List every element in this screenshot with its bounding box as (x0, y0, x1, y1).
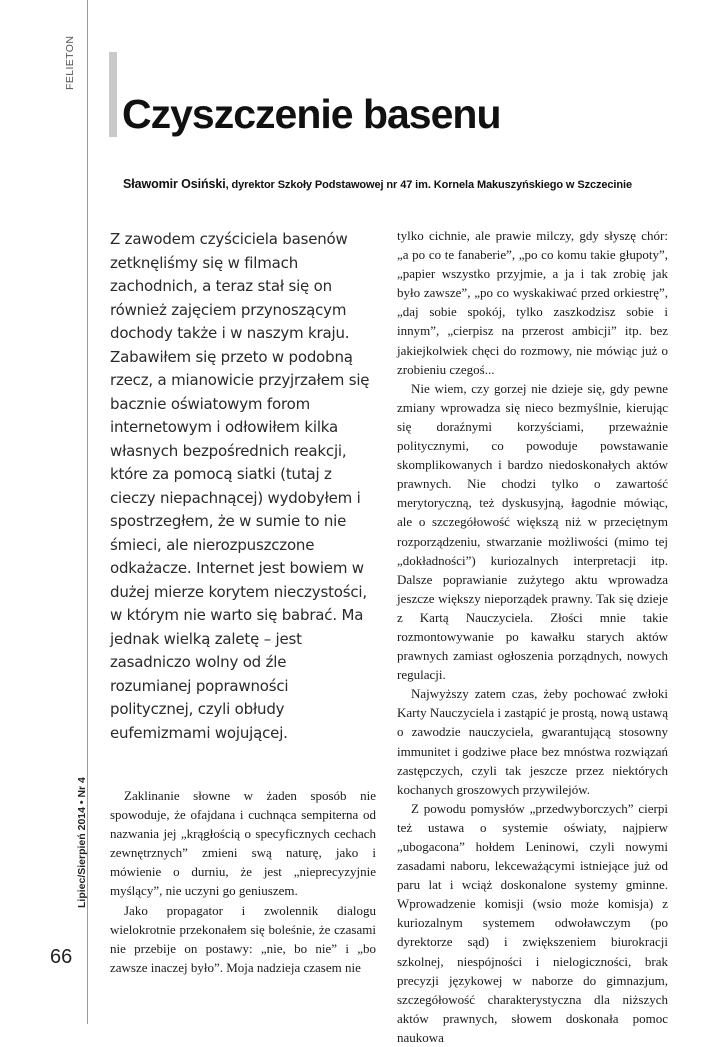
body-column-left (110, 786, 376, 977)
paragraph: tylko cichnie, ale prawie milczy, gdy słyszę chór: „a po co te fanaberie”, „po co komu takie głupoty”, „papier wszystko przyjmie, a ja i tak zrobię jak było zawsze”, „po co wyskakiwać przed orkiestrę”, „daj sobie spokój, tylko zaszkodzisz sobie i innym”, „cierpisz na przerost ambicji” itp. bez jakiejkolwiek chęci do rozmowy, nie mówiąc już o zrobieniu czegoś... (397, 228, 668, 377)
body-column-right (397, 226, 668, 1047)
lead-paragraph (110, 228, 372, 745)
byline (123, 177, 703, 191)
paragraph: Nie wiem, czy gorzej nie dzieje się, gdy pewne zmiany wprowadza się nieco bezmyślnie, kierując się doraźnymi korzyściami, przeważnie politycznymi, co powoduje powstawanie skomplikowanych i bardzo niedoskonałych aktów prawnych. Nie chodzi tylko o zawartość merytoryczną, też dyskusyjną, łagodnie mówiąc, ale o szczegółowość większą niż w przeciętnym rozporządzeniu, stwarzanie możliwości (mimo tej „dokładności”) kuriozalnych interpretacji itp. Dalsze poprawianie zużytego aktu wprowadza jeszcze większy nieporządek prawny. Tak się dzieje z Kartą Nauczyciela. Złości mnie takie rozmontowywanie po kawałku starych aktów prawnych zamiast ogłoszenia porządnych, nowych regulacji. (397, 380, 668, 683)
issue-label: Lipiec/Sierpień 2014 • Nr 4 (76, 777, 88, 908)
byline-affiliation: , dyrektor Szkoły Podstawowej nr 47 im. Kornela Makuszyńskiego w Szczecinie (225, 179, 632, 191)
article-title: Czyszczenie basenu (122, 91, 501, 137)
page-number: 66 (50, 946, 73, 968)
paragraph: Z powodu pomysłów „przedwyborczych” cierpi też ustawa o systemie oświaty, najpierw „ubogacona” hołdem Leninowi, czyli nowymi zasadami naboru, lekceważącymi istniejące już od paru lat i wciąż doskonalone systemy gminne. Wprowadzenie komisji (wsio może komisja) z kuriozalnym systemem odwoławczym (po dyrektorze sąd) i zwiększeniem biurokracji szkolnej, niespójności i nielogiczności, brak precyzji językowej w naborze do gimnazjum, szczegółowość charakterystyczna dla niższych aktów prawnych, słowem doskonała pomoc naukowa (397, 800, 668, 1045)
paragraph: Jako propagator i zwolennik dialogu wielokrotnie przekonałem się boleśnie, że czasami nie przebije on postawy: „nie, bo nie” i „bo zawsze inaczej było”. Moja nadzieja czasem nie (110, 902, 376, 975)
paragraph: Najwyższy zatem czas, żeby pochować zwłoki Karty Nauczyciela i zastąpić je prostą, nową ustawą o zawodzie nauczyciela, gwarantującą stosowny immunitet i godziwe płace bez mnóstwa rozwiązań zastępczych, czyli tak jeszcze przez niektórych kochanych groszowych przywilejów. (397, 686, 668, 797)
section-label: FELIETON (64, 35, 76, 90)
title-accent-bar (109, 52, 117, 137)
byline-author: Sławomir Osiński (123, 177, 226, 191)
lead-text: Z zawodem czyściciela basenów zetknęliśmy się w filmach zachodnich, a teraz stał się on również zajęciem przynoszącym dochody także i w naszym kraju. Zabawiłem się przeto w podobną rzecz, a mianowicie przyjrzałem się bacznie oświatowym forom internetowym i odłowiłem kilka własnych bezpośrednich reakcji, które za pomocą siatki (tutaj z cieczy niepachnącej) wydobyłem i spostrzegłem, że w sumie to nie śmieci, ale nierozpuszczone odkażacze. Internet jest bowiem w dużej mierze korytem nieczystości, w którym nie warto się babrać. Ma jednak wielką zaletę – jest zasadniczo wolny od źle rozumianej poprawności politycznej, czyli obłudy eufemizmami wojującej. (110, 230, 370, 742)
paragraph: Zaklinanie słowne w żaden sposób nie spowoduje, że ofajdana i cuchnąca sempiterna od nazwania jej „krągłością o specyficznych cechach zewnętrznych” zmieni swą naturę, jako i mówienie o durniu, że jest „nieprecyzyjnie myślący”, nie uczyni go geniuszem. (110, 788, 376, 899)
